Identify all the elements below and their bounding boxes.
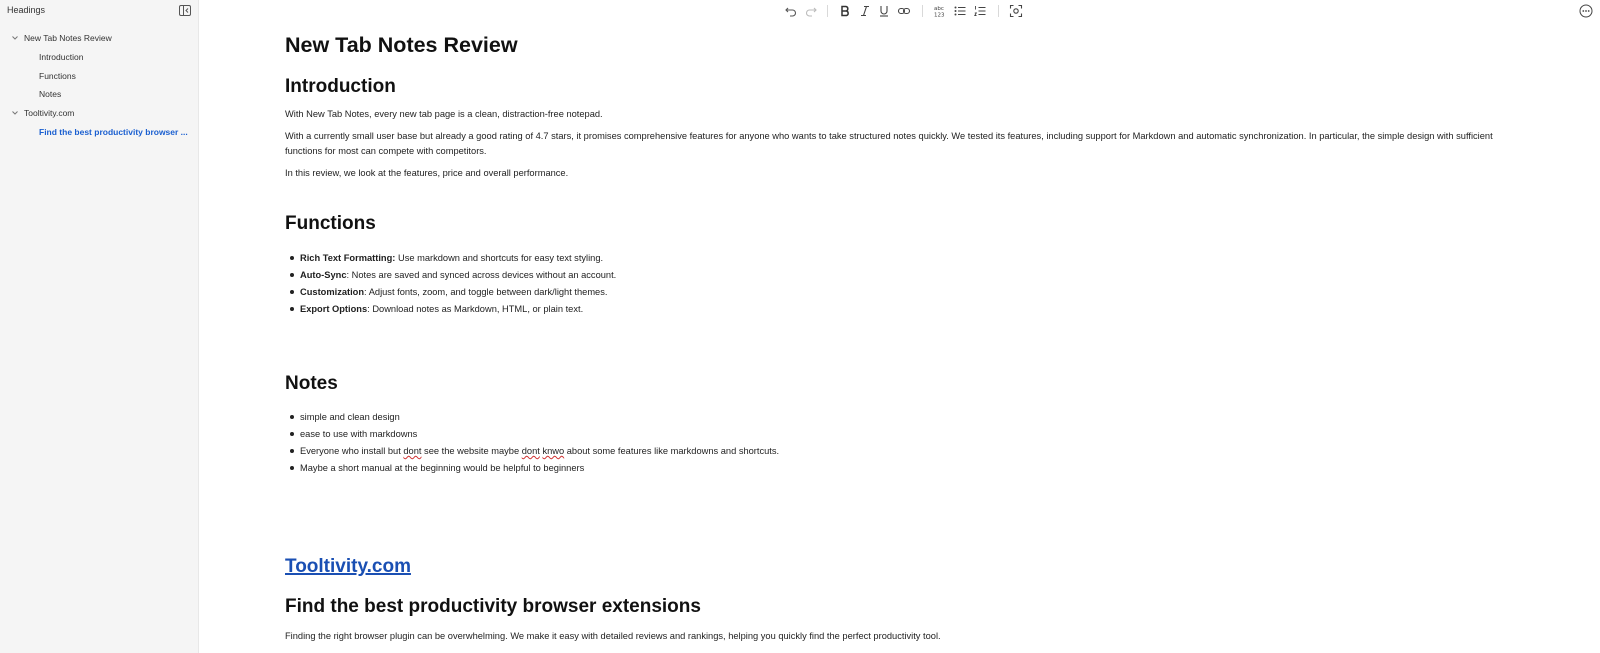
toolbar-separator xyxy=(827,5,828,17)
feature-term: Rich Text Formatting: xyxy=(300,253,396,263)
bullet xyxy=(290,273,294,277)
toolbar-separator xyxy=(998,5,999,17)
intro-paragraph-1[interactable]: With New Tab Notes, every new tab page is a clean, distraction-free notepad. xyxy=(285,109,603,119)
formatting-toolbar xyxy=(776,0,1030,22)
italic-icon[interactable] xyxy=(858,4,872,18)
bullet xyxy=(290,307,294,311)
feature-term: Auto-Sync xyxy=(300,270,347,280)
collapse-sidebar-icon[interactable] xyxy=(179,5,191,16)
list-item[interactable] xyxy=(300,444,779,458)
bold-icon[interactable] xyxy=(838,4,852,18)
redo-icon[interactable] xyxy=(804,4,818,18)
bullet-list-icon[interactable] xyxy=(953,4,967,18)
outline-item-find-best-extensions[interactable]: Find the best productivity browser ... xyxy=(39,127,188,137)
note-text: Everyone who install but xyxy=(300,446,404,456)
spellcheck-icon[interactable] xyxy=(933,4,947,18)
document-title[interactable]: New Tab Notes Review xyxy=(285,33,518,57)
chevron-down-icon[interactable] xyxy=(11,34,19,42)
list-item[interactable] xyxy=(300,302,583,316)
feature-term: Export Options xyxy=(300,304,368,314)
bullet xyxy=(290,415,294,419)
link-icon[interactable] xyxy=(897,4,911,18)
toolbar-separator xyxy=(922,5,923,17)
list-item[interactable] xyxy=(300,461,584,475)
more-options-icon[interactable] xyxy=(1579,4,1593,18)
list-item[interactable] xyxy=(300,427,417,441)
bullet xyxy=(290,466,294,470)
note-text: about some features like markdowns and shortcuts. xyxy=(564,446,780,456)
list-item[interactable] xyxy=(300,251,603,265)
heading-notes[interactable]: Notes xyxy=(285,373,338,394)
outline-item-introduction[interactable]: Introduction xyxy=(39,52,84,62)
intro-paragraph-3[interactable]: In this review, we look at the features, price and overall performance. xyxy=(285,168,569,178)
bullet xyxy=(290,449,294,453)
heading-introduction[interactable]: Introduction xyxy=(285,76,396,97)
bullet xyxy=(290,432,294,436)
feature-term: Customization xyxy=(300,287,365,297)
chevron-down-icon[interactable] xyxy=(11,109,19,117)
list-item[interactable] xyxy=(300,268,616,282)
feature-description: : Notes are saved and synced across devices without an account. xyxy=(346,270,617,280)
outline-item-notes[interactable]: Notes xyxy=(39,89,62,99)
note-text: Maybe a short manual at the beginning would be helpful to beginners xyxy=(300,463,585,473)
bullet xyxy=(290,256,294,260)
svg-text:abc: abc xyxy=(934,6,944,12)
list-item[interactable] xyxy=(300,285,607,299)
numbered-list-icon[interactable] xyxy=(973,4,987,18)
note-text: simple and clean design xyxy=(300,412,400,422)
focus-mode-icon[interactable] xyxy=(1009,4,1023,18)
feature-description: : Adjust fonts, zoom, and toggle between dark/light themes. xyxy=(364,287,608,297)
svg-text:123: 123 xyxy=(934,12,945,18)
tooltivity-paragraph[interactable]: Finding the right browser plugin can be overwhelming. We make it easy with detailed reviews and rankings, helping you quickly find the perfect productivity tool. xyxy=(285,631,941,641)
outline-item-functions[interactable]: Functions xyxy=(39,71,76,81)
underline-icon[interactable] xyxy=(877,4,891,18)
outline-item-new-tab-notes-review[interactable]: New Tab Notes Review xyxy=(24,33,112,43)
outline-item-tooltivity[interactable]: Tooltivity.com xyxy=(24,108,75,118)
note-text: ease to use with markdowns xyxy=(300,429,418,439)
list-item[interactable] xyxy=(300,410,400,424)
feature-description: Use markdown and shortcuts for easy text styling. xyxy=(395,253,604,263)
bullet xyxy=(290,290,294,294)
note-text: see the website maybe xyxy=(421,446,522,456)
feature-description: : Download notes as Markdown, HTML, or plain text. xyxy=(367,304,584,314)
intro-paragraph-2[interactable]: With a currently small user base but already a good rating of 4.7 stars, it promises comprehensive features for anyone who wants to take structured notes quickly. We tested its features, including support for Markdown and automatic synchronization. In particular, the simple design with sufficient functions for most can compete with competitors. xyxy=(285,131,1493,156)
undo-icon[interactable] xyxy=(784,4,798,18)
sidebar-title: Headings xyxy=(7,5,46,15)
misspelled-word[interactable]: dont xyxy=(521,446,540,456)
heading-functions[interactable]: Functions xyxy=(285,213,376,234)
tooltivity-link-heading[interactable]: Tooltivity.com xyxy=(285,556,411,577)
heading-find-best-extensions[interactable]: Find the best productivity browser extensions xyxy=(285,596,701,617)
headings-sidebar xyxy=(0,0,199,653)
misspelled-word[interactable]: knwo xyxy=(542,446,565,456)
misspelled-word[interactable]: dont xyxy=(403,446,422,456)
